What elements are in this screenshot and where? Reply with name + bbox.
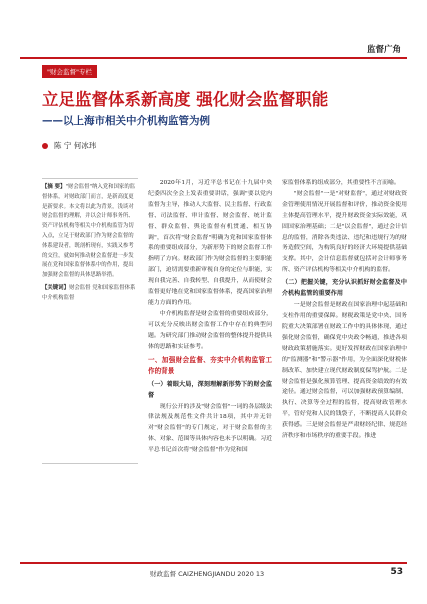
abstract-keywords	[42, 284, 138, 304]
section-tag: 监督广角	[366, 45, 401, 55]
byline-dot-icon	[42, 143, 48, 149]
column-tag: "财会监督"专栏	[42, 65, 97, 78]
footer-journal: 财政监督 CAIZHENGJIANDU 2020 13	[150, 570, 265, 578]
keywords-text: 财会监督 党和国家监督体系 中介机构监督	[42, 284, 136, 301]
body-column-3	[282, 178, 407, 558]
bottom-rule	[20, 562, 407, 564]
body-paragraph: 中介机构监督是财会监督的重要组成部分，可以充分反映出财会监督工作中存在的典型问题。为研究部门推动财会监督的整体提升提供具体的思路和实证参考。	[148, 310, 272, 350]
body-paragraph: "财会监督"一是"对财监督"，通过对财政资金管理使用情况开展监督和评价，推动资金使用主体提高管理水平，提升财政资金实际效能，巩固国家治理基础；二是"以会监督"，通过会计信息的监督，消除各类违法、违纪和违规行为的财务造假空间，为构筑良好的经济大环境提供基础支撑。其中，会计信息监督就包括对会计师事务所、资产评估机构等相关中介机构的监督。	[282, 190, 407, 274]
keywords-label: 【关键词】	[42, 284, 69, 291]
page-number: 53	[390, 567, 403, 577]
article-subtitle: ——以上海市相关中介机构监管为例	[42, 115, 210, 127]
subsection-heading: （二）把握关键，充分认识抓好财会监督及中介机构监管的重要作用	[282, 279, 407, 298]
body-paragraph: 现行公开的涉及"财会监督"一词的各层级法律法规及规范性文件共计18项，其中并无针对"财会监督"的专门规定，对于财会监督的主体、对象、范围等具体内容也未予以明确。习近平总书记首次将"财会监督"作为党和国	[148, 403, 272, 454]
section-heading: 一、加强财会监督、夯实中介机构监管工作的背景	[148, 355, 272, 375]
summary-label: 【摘 要】	[42, 184, 66, 190]
subsection-heading: （一）着眼大局，深刻理解新形势下的财会监督	[148, 380, 272, 399]
author-names: 陈 宁 何冰玮	[54, 141, 97, 150]
body-paragraph: 家监督体系的组成部分，其重要性不言而喻。	[282, 180, 400, 186]
article-title: 立足监督体系新高度 强化财会监督职能	[42, 90, 329, 109]
top-rule	[20, 57, 407, 59]
body-paragraph: 一是财会监督是财政在国家治理中起基础和支柱作用的重要保障。财税政策是党中央、国务院重大决策部署在财政工作中的具体体现，通过强化财会监督，确保党中央政令畅通，推进各项财政政策措施落实。更好发挥财政在国家治理中的"监测器"和"警示器"作用，为全面深化财税体制改革、加快建立现代财政制度保驾护航。二是财会监督是强化预算管理、提高资金绩效的有效途径。通过财会监督，可以加强财政预算编制、执行、决算等全过程的监督，提高财政管理水平，管好党和人民的钱袋子，不断提高人民群众获得感。三是财会监督是严肃财经纪律、规范经济秩序和市场秩序的重要手段。推进	[282, 302, 407, 440]
byline	[42, 140, 96, 151]
summary-text: "财会监督"纳入党和国家的监督体系，对财政部门而言，是新高度更是新要求。本文将以此为背景，浅谈对财会监督的理解，并以会计师事务所、资产评估机构等相关中介机构监管为切入点，立足于财政部门作为财会监督的体系建设者，既剖析现有，实践又参考的交往，就如何推动财会监督进一步发展在党和国家监督体系中的作用，提出加强财会监督的具体思路举措。	[42, 184, 136, 279]
abstract-box	[42, 178, 138, 464]
abstract-summary	[42, 183, 138, 281]
body-column-2	[148, 178, 272, 558]
body-paragraph: 2020年1月，习近平总书记在十九届中央纪委四次全会上发表重要讲话，强调"要以党内监督为主导，推动人大监督、民主监督、行政监督、司法监督、审计监督、财会监督、统计监督、群众监督、舆论监督有机贯通、相互协调"，首次将"财会监督"明确为党和国家监督体系的重要组成部分，为新形势下的财会监督工作指明了方向。财政部门作为财会监督的主要职能部门，迫切需要重新审视自身的定位与职能，实现自我完善、自我转型、自我提升，从而使财会监督更好地在党和国家监督体系，提高国家治理能力方面的作用。	[148, 180, 272, 306]
